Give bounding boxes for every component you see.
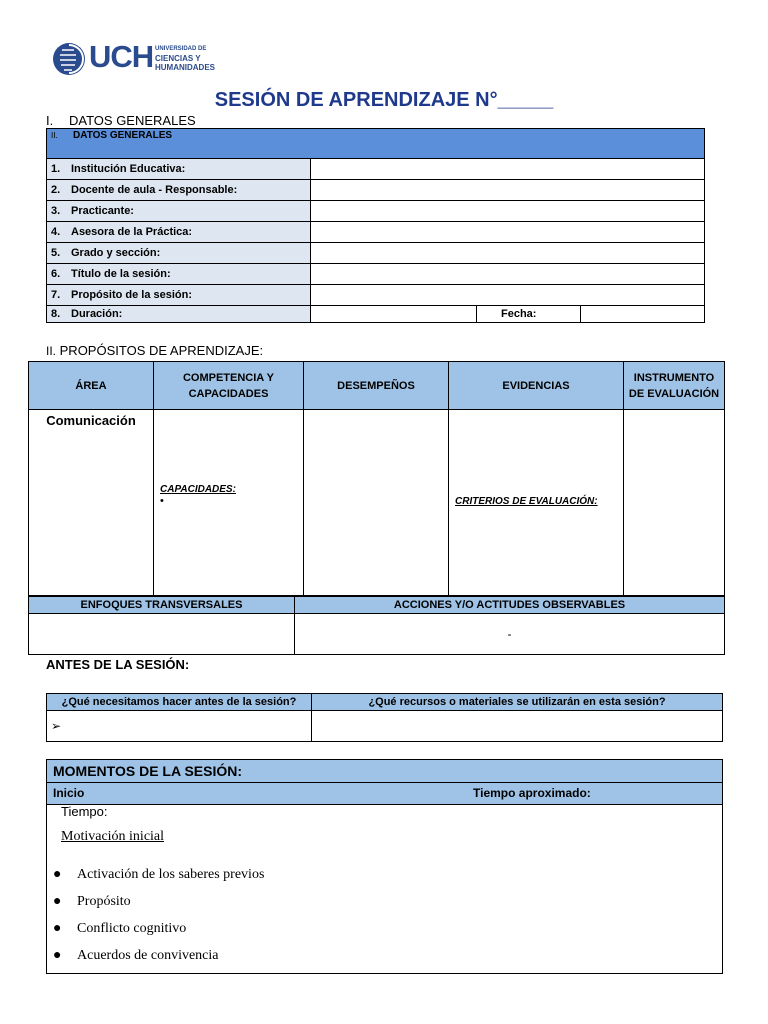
datos-row-value[interactable] [311,285,705,306]
momentos-box [46,759,723,974]
competencia-cell[interactable] [154,410,304,596]
bullet-icon: ● [53,867,62,882]
antes-heading: ANTES DE LA SESIÓN: [46,657,190,672]
logo-line2: CIENCIAS Y [155,54,201,63]
col-evidencias: EVIDENCIAS [449,362,624,410]
col-instrumento: INSTRUMENTO DE EVALUACIÓN [624,362,725,410]
capacidades-label: CAPACIDADES: [160,484,236,495]
antes-q2: ¿Qué recursos o materiales se utilizarán en esta sesión? [312,694,723,711]
logo-line1: UNIVERSIDAD DE [155,46,207,52]
enfoques-table [28,596,725,655]
bullet-icon: ● [53,948,62,963]
col-competencia: COMPETENCIA Y CAPACIDADES [154,362,304,410]
antes-value-1[interactable] [47,711,312,742]
col-area: ÁREA [29,362,154,410]
acciones-value[interactable]: - [295,614,725,655]
datos-row-label: 1. Institución Educativa: [47,159,311,180]
datos-row-label: 7. Propósito de la sesión: [47,285,311,306]
datos-row-value[interactable] [311,159,705,180]
datos-row-label: 6. Título de la sesión: [47,264,311,285]
section-1-heading: I. DATOS GENERALES [46,113,196,128]
fecha-value[interactable] [581,306,705,323]
desempenos-cell[interactable] [304,410,449,596]
fecha-label: Fecha: [477,306,581,323]
bullet-icon: ● [53,921,62,936]
evidencias-cell[interactable] [449,410,624,596]
enfoques-header: ENFOQUES TRANSVERSALES [29,597,295,614]
datos-row-value[interactable] [311,243,705,264]
datos-row-value[interactable] [311,264,705,285]
motivacion-label: Motivación inicial [61,829,165,844]
uch-emblem-icon [52,42,86,76]
bullet-icon: • [160,495,164,507]
acciones-header: ACCIONES Y/O ACTITUDES OBSERVABLES [295,597,725,614]
datos-row-label: 5. Grado y sección: [47,243,311,264]
momentos-list [53,861,264,969]
antes-q1: ¿Qué necesitamos hacer antes de la sesión? [47,694,312,711]
tiempo-label: Tiempo: [61,804,108,819]
list-item: ● Activación de los saberes previos [53,861,264,888]
tiempo-aprox-label: Tiempo aproximado: [473,786,591,800]
enfoques-value[interactable] [29,614,295,655]
datos-row-label: 3. Practicante: [47,201,311,222]
list-item: ● Conflicto cognitivo [53,915,264,942]
datos-row-value[interactable] [311,201,705,222]
list-item: ● Propósito [53,888,264,915]
bullet-icon: ● [53,894,62,909]
datos-row-value[interactable] [311,180,705,201]
page-title: SESIÓN DE APRENDIZAJE N°_____ [214,89,554,111]
datos-row-label: 8. Duración: [47,306,311,323]
datos-generales-table [46,128,705,323]
col-desempenos: DESEMPEÑOS [304,362,449,410]
momentos-title: MOMENTOS DE LA SESIÓN: [47,760,722,783]
arrow-bullet-icon: ➢ [51,719,62,733]
antes-value-2[interactable] [312,711,723,742]
uch-logo [52,41,227,77]
list-item: ● Acuerdos de convivencia [53,942,264,969]
section-2-heading: II. PROPÓSITOS DE APRENDIZAJE: [46,343,264,358]
propositos-table [28,361,725,596]
inicio-label: Inicio [53,786,85,800]
logo-line3: HUMANIDADES [155,63,215,72]
inicio-row [47,783,722,805]
logo-brand: UCH [89,39,154,74]
datos-row-label: 4. Asesora de la Práctica: [47,222,311,243]
criterios-label: CRITERIOS DE EVALUACIÓN: [455,496,598,507]
datos-header: II. DATOS GENERALES [47,129,705,159]
duracion-value[interactable] [311,306,477,323]
area-value: Comunicación [29,410,154,596]
datos-row-label: 2. Docente de aula - Responsable: [47,180,311,201]
instrumento-cell[interactable] [624,410,725,596]
datos-row-value[interactable] [311,222,705,243]
antes-table [46,693,723,742]
